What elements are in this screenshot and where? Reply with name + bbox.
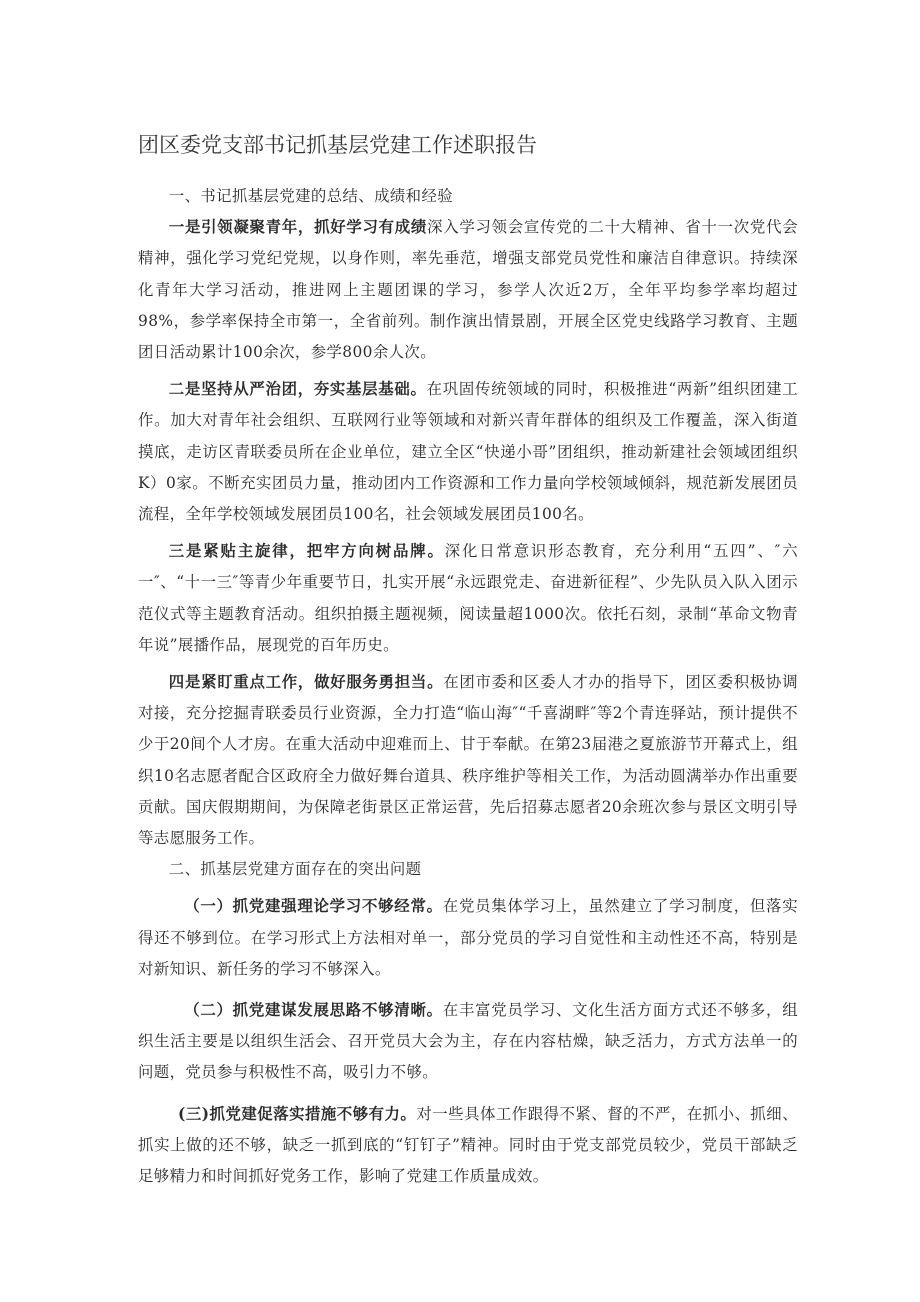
paragraph-text: 在团市委和区委人才办的指导下，团区委积极协调对接，充分挖掘青联委员行业资源，全力打造“临山海″“千喜湖畔″等2个青连驿站，预计提供不少于20间个人才房。在重大活动中迎难而上、甘于奉献。在第23届港之夏旅游节开幕式上，组织10名志愿者配合区政府全力做好舞台道具、秩序维护等相关工作，为活动圆满举办作出重要贡献。国庆假期期间，为保障老街景区正常运营，先后招募志愿者20余班次参与景区文明引导等志愿服务工作。: [138, 673, 798, 848]
document-body: [138, 181, 798, 1192]
paragraph-youth-study: [138, 212, 798, 368]
paragraph-issue-theory-study: [138, 891, 798, 985]
paragraph-text: 对一些具体工作跟得不紧、督的不严，在抓小、抓细、抓实上做的还不够，缺乏一抓到底的“钉钉子”精神。同时由于党支部党员较少，党员干部缺乏足够精力和时间抓好党务工作，影响了党建工作质量成效。: [138, 1104, 799, 1186]
paragraph-lead: 一是引领凝聚青年，抓好学习有成绩: [168, 218, 428, 237]
paragraph-text: 在党员集体学习上，虽然建立了学习制度，但落实得还不够到位。在学习形式上方法相对单一，部分党员的学习自觉性和主动性还不高，特别是对新知识、新任务的学习不够深入。: [138, 897, 798, 978]
paragraph-lead: 二是坚持从严治团，夯实基层基础。: [168, 380, 427, 399]
paragraph-issue-development-ideas: [138, 995, 798, 1089]
paragraph-issue-implementation: [138, 1099, 798, 1193]
paragraph-text: 在丰富党员学习、文化生活方面方式还不够多，组织生活主要是以组织生活会、召开党员大会为主，存在内容枯燥，缺乏活力，方式方法单一的问题，党员参与积极性不高，吸引力不够。: [138, 1001, 798, 1082]
paragraph-text: 深入学习领会宣传党的二十大精神、省十一次党代会精神，强化学习党纪党规，以身作则，率先垂范，增强支部党员党性和廉洁自律意识。持续深化青年大学习活动，推进网上主题团课的学习，参学人次近2万，全年平均参学率均超过98%，参学率保持全市第一，全省前列。制作演出情景剧，开展全区党史线路学习教育、主题团日活动累计100余次，参学800余人次。: [138, 218, 798, 362]
paragraph-lead: （二）抓党建谋发展思路不够清晰。: [184, 1001, 443, 1020]
section-heading-achievements: 一、书记抓基层党建的总结、成绩和经验: [168, 187, 454, 205]
paragraph-text: 深化日常意识形态教育，充分利用“五四”、″六一″、“十一三″等青少年重要节日，扎实开展“永远跟党走、奋进新征程”、少先队员入队入团示范仪式等主题教育活动。组织拍摄主题视频，阅读量超1000次。依托石刻，录制“革命文物青年说”展播作品，展现党的百年历史。: [138, 542, 798, 654]
paragraph-key-work: [138, 667, 798, 854]
paragraph-lead: (三)抓党建促落实措施不够有力。: [178, 1104, 417, 1123]
paragraph-lead: 四是紧盯重点工作，做好服务勇担当。: [168, 673, 444, 692]
paragraph-text: 在巩固传统领域的同时，积极推进“两新”组织团建工作。加大对青年社会组织、互联网行业等领域和对新兴青年群体的组织及工作覆盖，深入街道摸底，走访区青联委员所在企业单位，建立全区“快递小哥”团组织，推动新建社会领域团组织K）0家。不断充实团员力量，推动团内工作资源和工作力量向学校领域倾斜，规范新发展团员流程，全年学校领域发展团员100名，社会领域发展团员100名。: [138, 380, 798, 524]
paragraph-lead: 三是紧贴主旋律，把牢方向树品牌。: [168, 542, 445, 561]
paragraph-lead: （一）抓党建强理论学习不够经常。: [184, 897, 443, 916]
page-title: 团区委党支部书记抓基层党建工作述职报告: [138, 133, 537, 157]
section-heading-problems: 二、抓基层党建方面存在的突出问题: [168, 860, 422, 879]
paragraph-strict-governance: [138, 374, 798, 530]
paragraph-main-theme: [138, 536, 798, 661]
